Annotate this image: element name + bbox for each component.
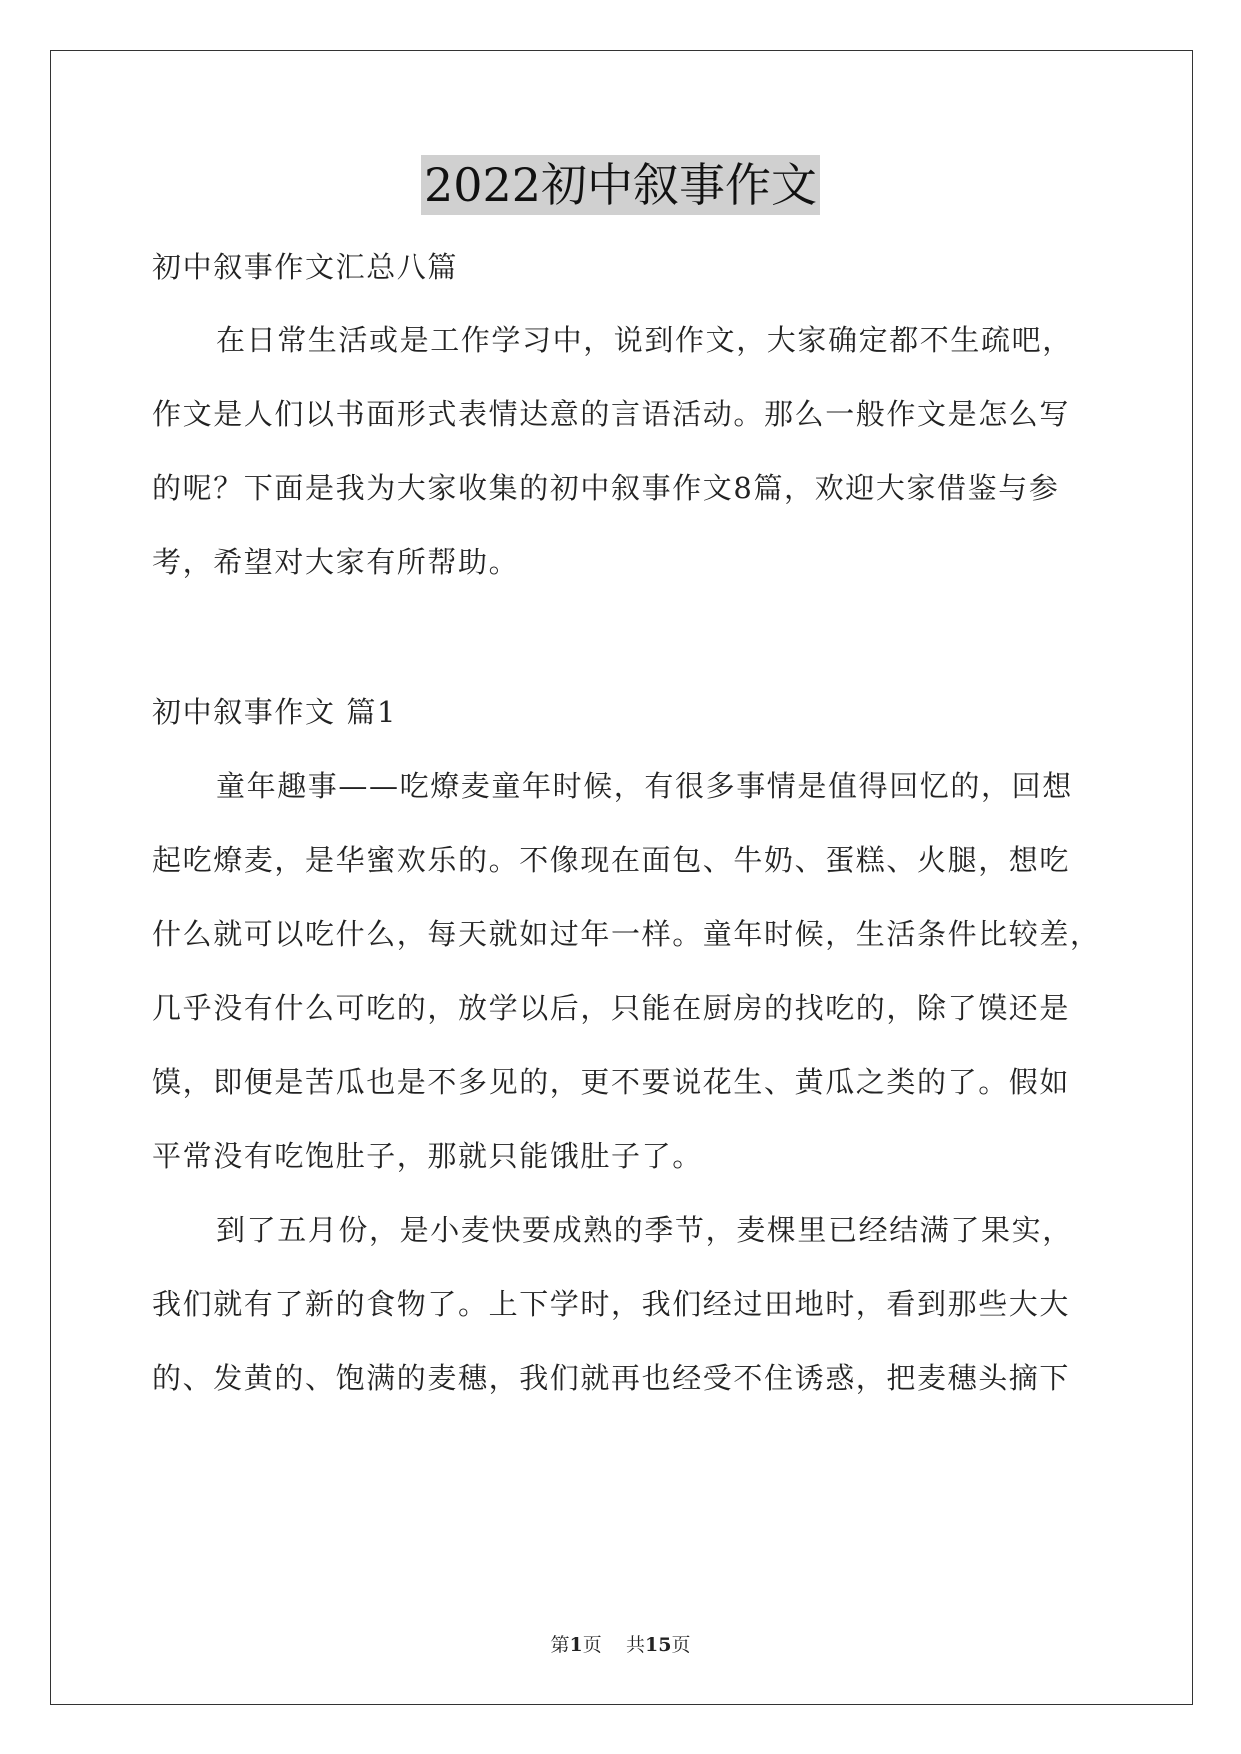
footer-total-prefix: 共 — [625, 1634, 645, 1656]
paragraph-line: 到了五月份，是小麦快要成熟的季节，麦棵里已经结满了果实， — [216, 1213, 1073, 1247]
intro-line: 的呢？下面是我为大家收集的初中叙事作文8篇，欢迎大家借鉴与参 — [152, 471, 1060, 505]
intro-line: 考，希望对大家有所帮助。 — [152, 545, 520, 579]
paragraph-line: 什么就可以吃什么，每天就如过年一样。童年时候，生活条件比较差， — [152, 917, 1101, 951]
footer-prefix: 第 — [550, 1634, 570, 1656]
page-footer — [0, 1630, 1241, 1657]
paragraph-line: 童年趣事——吃燎麦童年时候，有很多事情是值得回忆的，回想 — [216, 769, 1073, 803]
paragraph-line: 的、发黄的、饱满的麦穗，我们就再也经受不住诱惑，把麦穗头摘下 — [152, 1361, 1071, 1395]
paragraph-line: 馍，即便是苦瓜也是不多见的，更不要说花生、黄瓜之类的了。假如 — [152, 1065, 1071, 1099]
intro-line: 作文是人们以书面形式表情达意的言语活动。那么一般作文是怎么写 — [152, 397, 1071, 431]
paragraph-line: 我们就有了新的食物了。上下学时，我们经过田地时，看到那些大大 — [152, 1287, 1071, 1321]
intro-line: 在日常生活或是工作学习中，说到作文，大家确定都不生疏吧， — [216, 323, 1073, 357]
document-title — [0, 155, 1241, 215]
subtitle: 初中叙事作文汇总八篇 — [152, 250, 459, 284]
section-heading: 初中叙事作文 篇1 — [152, 695, 398, 729]
footer-total-suffix: 页 — [671, 1634, 691, 1656]
paragraph-line: 几乎没有什么可吃的，放学以后，只能在厨房的找吃的，除了馍还是 — [152, 991, 1071, 1025]
paragraph-line: 平常没有吃饱肚子，那就只能饿肚子了。 — [152, 1139, 703, 1173]
footer-page-suffix: 页 — [582, 1634, 602, 1656]
paragraph-line: 起吃燎麦，是华蜜欢乐的。不像现在面包、牛奶、蛋糕、火腿，想吃 — [152, 843, 1071, 877]
total-page-count: 15 — [644, 1634, 672, 1656]
current-page-number: 1 — [569, 1634, 583, 1656]
document-title-text: 2022初中叙事作文 — [421, 155, 820, 215]
